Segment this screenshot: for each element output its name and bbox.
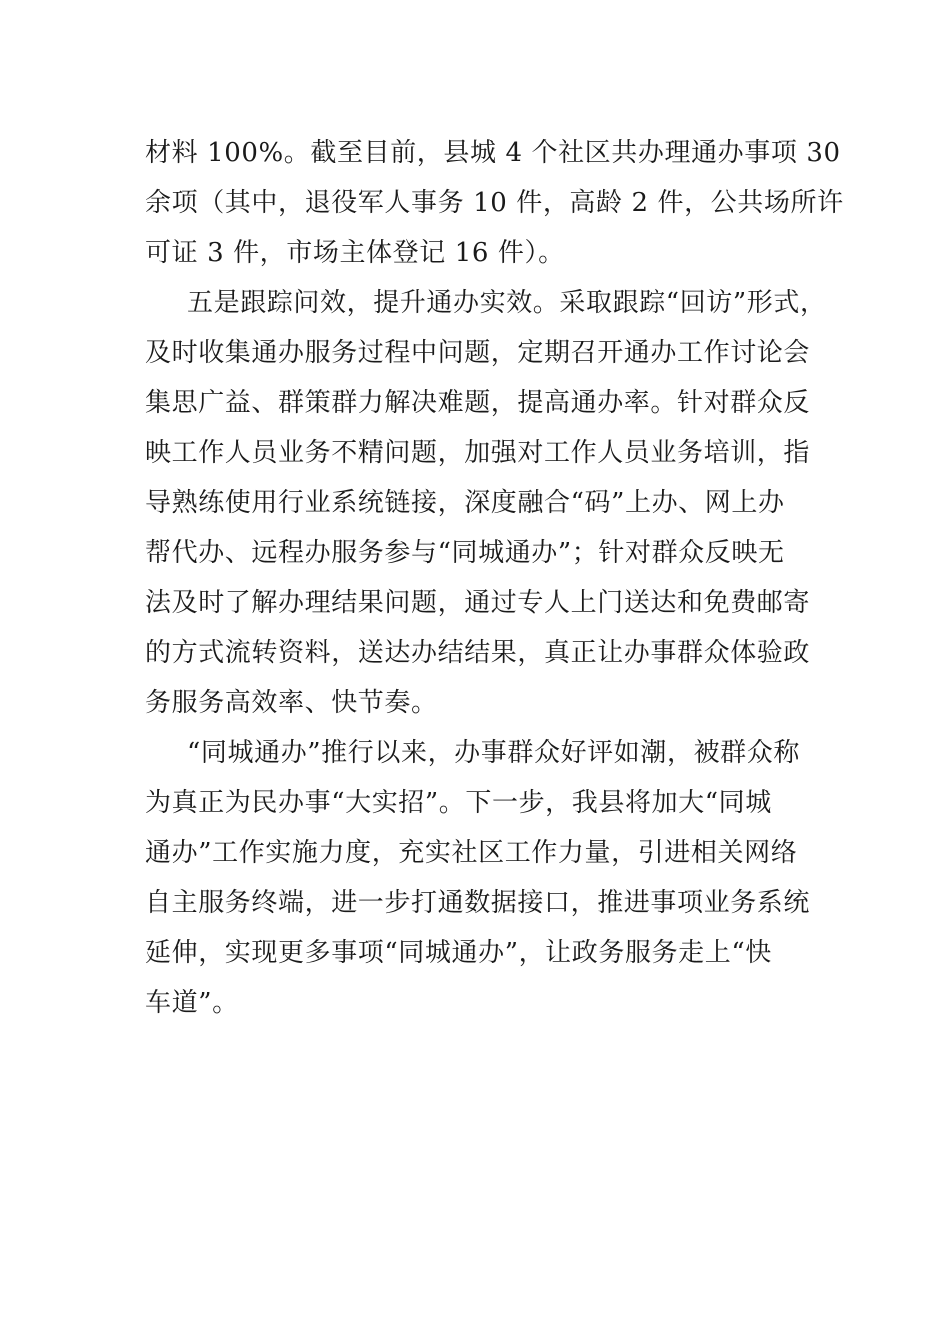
- paragraph-line: 帮代办、远程办服务参与“同城通办”；针对群众反映无: [145, 538, 785, 568]
- paragraph-line: 为真正为民办事“大实招”。下一步，我县将加大“同城: [145, 788, 772, 818]
- paragraph-line: 自主服务终端，进一步打通数据接口，推进事项业务系统: [145, 888, 811, 918]
- paragraph-line: 导熟练使用行业系统链接，深度融合“码”上办、网上办: [145, 488, 785, 518]
- paragraph-conclusion: [145, 728, 825, 1028]
- paragraph-line: 五是跟踪问效，提升通办实效。采取跟踪“回访”形式，: [187, 288, 827, 318]
- paragraph-line: 余项（其中，退役军人事务 10 件，高龄 2 件，公共场所许: [145, 188, 844, 218]
- paragraph-line: 车道”。: [145, 988, 239, 1018]
- paragraph-statistics: [145, 128, 844, 278]
- paragraph-line: 务服务高效率、快节奏。: [145, 688, 438, 718]
- paragraph-line: 通办”工作实施力度，充实社区工作力量，引进相关网络: [145, 838, 798, 868]
- paragraph-follow-up: [145, 278, 825, 728]
- document-body: [145, 128, 844, 1028]
- paragraph-line: 可证 3 件，市场主体登记 16 件）。: [145, 238, 565, 268]
- paragraph-line: “同城通办”推行以来，办事群众好评如潮，被群众称: [187, 738, 800, 768]
- paragraph-line: 延伸，实现更多事项“同城通办”，让政务服务走上“快: [145, 938, 772, 968]
- paragraph-line: 集思广益、群策群力解决难题，提高通办率。针对群众反: [145, 388, 811, 418]
- paragraph-line: 及时收集通办服务过程中问题，定期召开通办工作讨论会: [145, 338, 811, 368]
- paragraph-line: 映工作人员业务不精问题，加强对工作人员业务培训，指: [145, 438, 811, 468]
- paragraph-line: 法及时了解办理结果问题，通过专人上门送达和免费邮寄: [145, 588, 811, 618]
- paragraph-line: 材料 100%。截至目前，县城 4 个社区共办理通办事项 30: [145, 138, 841, 168]
- paragraph-line: 的方式流转资料，送达办结结果，真正让办事群众体验政: [145, 638, 811, 668]
